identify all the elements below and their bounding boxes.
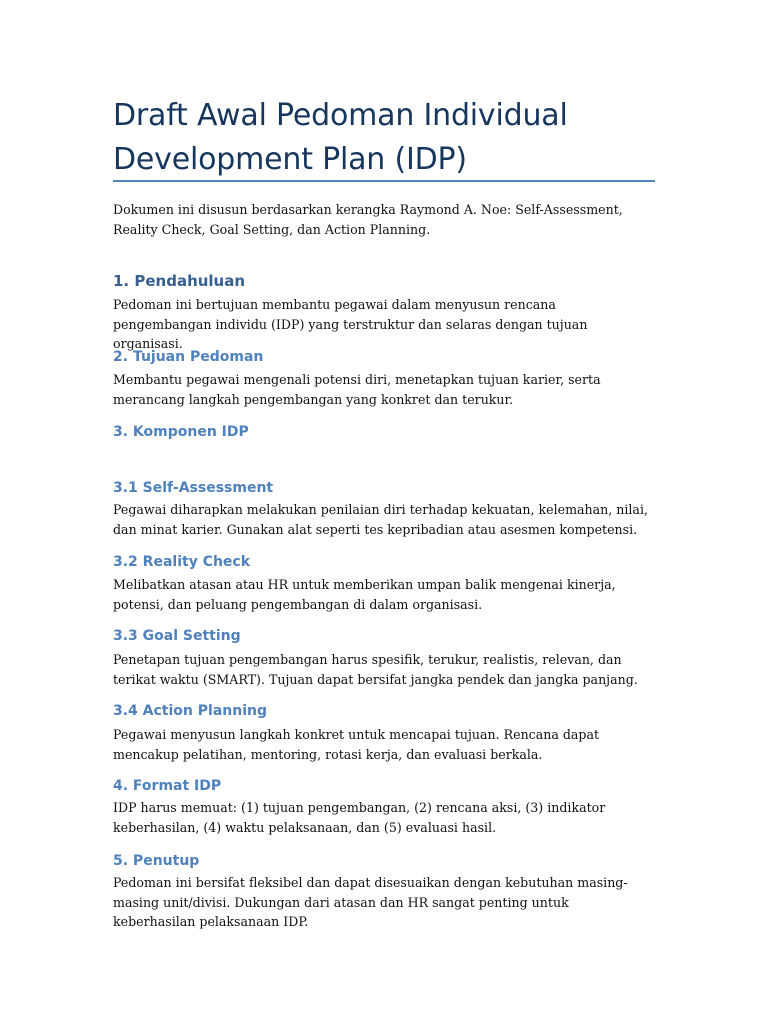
- section-body: Pedoman ini bertujuan membantu pegawai dalam menyusun rencana pengembangan individu (IDP) yang terstruktur dan selaras dengan tujuan organisasi.: [113, 297, 588, 351]
- section-reality-check: [113, 552, 655, 614]
- section-action-planning: [113, 701, 655, 764]
- section-heading: 2. Tujuan Pedoman: [113, 349, 264, 365]
- section-body: Membantu pegawai mengenali potensi diri, menetapkan tujuan karier, serta merancang langkah pengembangan yang konkret dan terukur.: [113, 372, 601, 407]
- section-tujuan-pedoman: [113, 347, 655, 409]
- section-pendahuluan: [113, 271, 655, 354]
- intro-block: [113, 200, 655, 239]
- section-body: Pegawai menyusun langkah konkret untuk mencapai tujuan. Rencana dapat mencakup pelatihan, mentoring, rotasi kerja, dan evaluasi berkala.: [113, 727, 600, 762]
- section-body: Pedoman ini bersifat fleksibel dan dapat disesuaikan dengan kebutuhan masing-masing unit/divisi. Dukungan dari atasan dan HR sangat penting untuk keberhasilan pelaksanaan IDP.: [113, 875, 628, 929]
- section-format-idp: [113, 776, 655, 837]
- section-heading: 3.2 Reality Check: [113, 554, 251, 570]
- section-heading: 3.1 Self-Assessment: [113, 480, 274, 496]
- section-self-assessment: [113, 478, 655, 539]
- section-heading: 5. Penutup: [113, 853, 200, 869]
- section-body: Penetapan tujuan pengembangan harus spesifik, terukur, realistis, relevan, dan terikat waktu (SMART). Tujuan dapat bersifat jangka pendek dan jangka panjang.: [113, 652, 638, 687]
- section-body: Melibatkan atasan atau HR untuk memberikan umpan balik mengenai kinerja, potensi, dan peluang pengembangan di dalam organisasi.: [113, 577, 616, 612]
- section-heading: 1. Pendahuluan: [113, 272, 246, 290]
- section-heading: 4. Format IDP: [113, 778, 222, 794]
- section-body: IDP harus memuat: (1) tujuan pengembangan, (2) rencana aksi, (3) indikator keberhasilan, (4) waktu pelaksanaan, dan (5) evaluasi hasil.: [113, 800, 606, 835]
- section-heading: 3.3 Goal Setting: [113, 628, 241, 644]
- intro-paragraph: Dokumen ini disusun berdasarkan kerangka Raymond A. Noe: Self-Assessment, Reality Check, Goal Setting, dan Action Planning.: [113, 202, 623, 237]
- section-komponen-idp: [113, 422, 655, 442]
- section-goal-setting: [113, 626, 655, 689]
- document-title: Draft Awal Pedoman Individual Development Plan (IDP): [113, 98, 568, 177]
- title-underline: [113, 180, 655, 182]
- section-penutup: [113, 851, 655, 932]
- section-heading: 3.4 Action Planning: [113, 703, 267, 719]
- section-body: Pegawai diharapkan melakukan penilaian diri terhadap kekuatan, kelemahan, nilai, dan minat karier. Gunakan alat seperti tes kepribadian atau asesmen kompetensi.: [113, 502, 648, 537]
- section-heading: 3. Komponen IDP: [113, 424, 249, 440]
